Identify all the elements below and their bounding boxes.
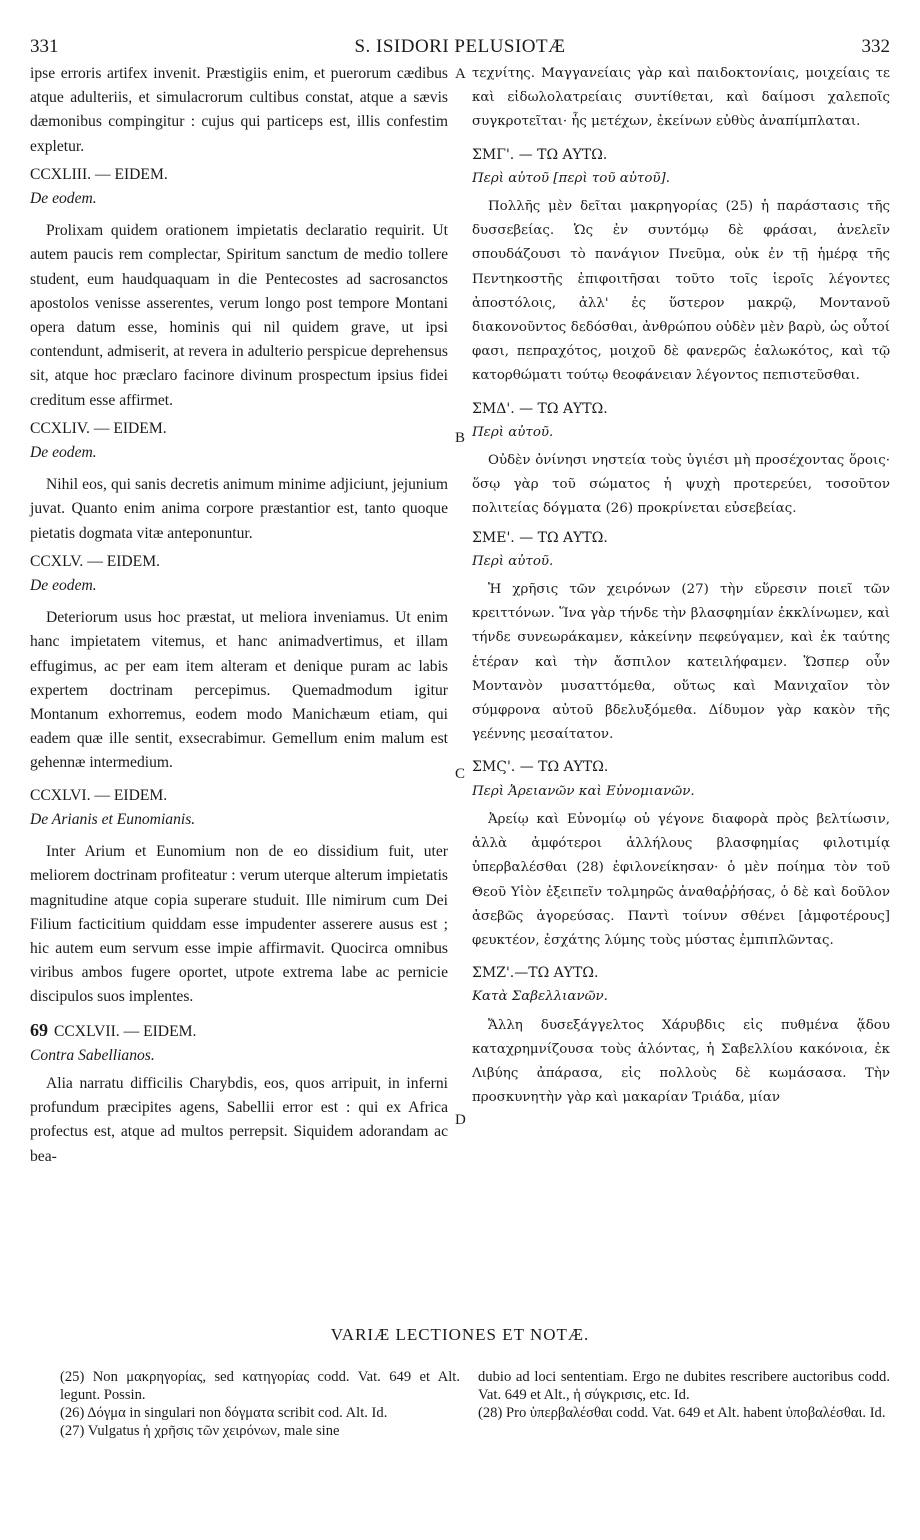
latin-subtitle-246: De Arianis et Eunomianis. xyxy=(30,810,196,828)
greek-subtitle-245: Περὶ αὐτοῦ. xyxy=(472,553,554,569)
running-head xyxy=(30,36,890,58)
latin-subtitle-243: De eodem. xyxy=(30,190,97,208)
note-28: (28) Pro ὑπερβαλέσθαι codd. Vat. 649 et Alt. habent ὑποβαλέσθαι. Id. xyxy=(478,1405,886,1421)
latin-text-247: Alia narratu difficilis Charybdis, eos, quos arripuit, in inferni profundum præcipites agens, Sabellii error est : qui ex Africa profectus est, atque ad multos perrepsit. Siquidem adorandam ac bea- xyxy=(30,1074,448,1165)
notes-left-column xyxy=(60,1368,460,1440)
latin-text-246: Inter Arium et Eunomium non de eo dissidium fuit, uter meliorem doctrinam profiteatur : verum uterque alterum impietatis magnitudine atque copia superare studuit. Ille nimirum cum Dei Filium facticitium quiddam esse impudenter asserere ausus est ; hic autem eum servum esse impie affirmavit. Quocirca omnibus viribus ambos fugere oportet, utpote extrema labe ac pernicie discipulos suos implentes. xyxy=(30,843,448,1006)
greek-heading-247: ΣΜΖ'.—ΤΩ ΑΥΤΩ. xyxy=(472,965,599,982)
margin-marker-b: B xyxy=(455,430,466,446)
greek-subtitle-247: Κατὰ Σαβελλιανῶν. xyxy=(472,989,608,1005)
note-26: (26) Δόγμα in singulari non δόγματα scribit cod. Alt. Id. xyxy=(60,1405,388,1421)
greek-heading-243: ΣΜΓ'. — ΤΩ ΑΥΤΩ. xyxy=(472,146,608,163)
greek-text-245: Ἡ χρῆσις τῶν χειρόνων (27) τὴν εὕρεσιν ποιεῖ τῶν κρειττόνων. Ἵνα γὰρ τήνδε τὴν βλασφημίαν ἐκκλίνωμεν, καὶ τήνδε συνεωράκαμεν, κἀκείνην πεφεύγαμεν, καὶ ἐκ ταύτης ἑτέραν καὶ τὴν ἄσπιλον κατειλήφαμεν. Ὥσπερ οὖν Μοντανὸν μυσαττόμεθα, οὕτως καὶ Μανιχαῖον τὸν σύμφρονα αὐτοῦ βδελυξόμεθα. Δίδυμον γὰρ κακὸν τῆς γεέννης μεσαίτατον. xyxy=(472,582,890,743)
greek-intro: τεχνίτης. Μαγγανείαις γὰρ καὶ παιδοκτονίαις, μοιχείαις τε καὶ εἰδωλολατρείαις συντίθεται, καὶ δαίμοσι χαλεποῖς συγκροτεῖται· ἧς μετέχων, ἐκείνων εὐθὺς ἀναπίμπλαται. xyxy=(472,66,890,130)
margin-marker-d: D xyxy=(455,1112,466,1128)
latin-column xyxy=(30,62,448,1169)
greek-text-243: Πολλῆς μὲν δεῖται μακρηγορίας (25) ἡ παράστασις τῆς δυσσεβείας. Ὡς ἐν συντόμῳ δὲ φράσαι, ἀνελεῖν σπουδάζουσι τὸ πανάγιον Πνεῦμα, οὐκ ἐν τῇ ἡμέρᾳ τῆς Πεντηκοστῆς ἐπιφοιτῆσαι τοῦτο τοῖς ἱεροῖς λέγοντες ἀποστόλοις, ἀλλ' ἐς ὕστερον μακρῷ, Μοντανοῦ διακονοῦντος δεδόσθαι, ἀνθρώπου οὐδὲν μὲν βαρὺ, ὡς οὗτοί φασι, πεπραχότος, μοιχοῦ δὲ φανερῶς ἑαλωκότος, καὶ τῷ κατορθώματι τούτῳ θεοφάνειαν λέγοντος πεπιστεῦσθαι. xyxy=(472,199,890,384)
latin-heading-247-wrap xyxy=(30,1018,448,1044)
latin-heading-244: CCXLIV. — EIDEM. xyxy=(30,419,167,437)
greek-heading-245: ΣΜΕ'. — ΤΩ ΑΥΤΩ. xyxy=(472,529,608,546)
page-number-right: 332 xyxy=(861,36,890,57)
latin-intro: ipse erroris artifex invenit. Præstigiis enim, et puerorum cædibus atque adulteriis, et simulacrorum cultibus constat, atque a sævis dæmonibus compingitur : cujus qui particeps est, illis confestim expletur. xyxy=(30,65,448,155)
greek-subtitle-244: Περὶ αὐτοῦ. xyxy=(472,424,554,440)
greek-text-244: Οὐδὲν ὀνίνησι νηστεία τοὺς ὑγιέσι μὴ προσέχοντας ὅροις· ὅσῳ γὰρ τοῦ σώματος ἡ ψυχὴ προτερεύει, τοσοῦτον πολιτείας δόγματα (26) προκρίνεται εὐσεβείας. xyxy=(472,453,890,517)
latin-heading-246: CCXLVI. — EIDEM. xyxy=(30,786,168,804)
greek-column xyxy=(472,62,890,1110)
latin-heading-245: CCXLV. — EIDEM. xyxy=(30,552,160,570)
greek-subtitle-246: Περὶ Ἀρειανῶν καὶ Εὐνομιανῶν. xyxy=(472,783,695,799)
latin-heading-243: CCXLIII. — EIDEM. xyxy=(30,165,168,183)
greek-heading-246: ΣΜϚ'. — ΤΩ ΑΥΤΩ. xyxy=(472,759,609,776)
greek-heading-244: ΣΜΔ'. — ΤΩ ΑΥΤΩ. xyxy=(472,400,608,417)
margin-page-mark: 69 xyxy=(30,1019,48,1040)
running-title: S. ISIDORI PELUSIOTÆ xyxy=(354,36,566,57)
greek-subtitle-243: Περὶ αὐτοῦ [περὶ τοῦ αὐτοῦ]. xyxy=(472,170,671,186)
greek-text-246: Ἀρείῳ καὶ Εὐνομίῳ οὐ γέγονε διαφορὰ πρὸς βελτίωσιν, ἀλλὰ ἀμφότεροι ἀλλήλους βλασφημίας φιλοτιμίᾳ ὑπερβαλέσθαι (28) ἐφιλονείκησαν· ὁ μὲν ποίημα τὸν τοῦ Θεοῦ Υἱὸν ἐξειπεῖν τολμηρῶς ἀναθαῤῥήσας, ὁ δὲ καὶ δοῦλον ἀσεβῶς ἀγορεύσας. Παντὶ τοίνυν σθένει [ἀμφοτέρους] φευκτέον, ἐσχάτης λύμης τοὺς μύστας ἐμπιπλῶντας. xyxy=(472,811,890,948)
note-25: (25) Non μακρηγορίας, sed κατηγορίας codd. Vat. 649 et Alt. legunt. Possin. xyxy=(60,1369,460,1403)
margin-marker-c: C xyxy=(455,766,466,782)
latin-subtitle-247: Contra Sabellianos. xyxy=(30,1046,155,1064)
latin-text-245: Deteriorum usus hoc præstat, ut meliora inveniamus. Ut enim hanc impietatem vitemus, et hanc animadvertimus, et illam effugimus, ac per eam item alteram et denique puram ac labis expertem doctrinam percepimus. Quemadmodum igitur Montanum exhorremus, eodem modo Manichæum etiam, qui eadem quæ ille sentit, exsecrabimur. Gemellum enim malum est gehennæ intermedium. xyxy=(30,609,448,772)
note-27-continued: dubio ad loci sententiam. Ergo ne dubites rescribere auctoribus codd. Vat. 649 et Alt., ἡ σύγκρισις, etc. Id. xyxy=(478,1369,890,1403)
margin-marker-a: A xyxy=(455,66,466,82)
latin-subtitle-245: De eodem. xyxy=(30,577,97,595)
latin-text-243: Prolixam quidem orationem impietatis declaratio requirit. Ut autem paucis rem complectar, Spiritum sanctum de medio tollere student, eum haudquaquam in die Pentecostes ad sacrosanctos apostolos venisse asserentes, verum longo post tempore Montani opera datum esse, hominis qui nil quidem grave, ut ipsi contendunt, admiserit, at revera in adulterio perspicue deprehensus sit, atque hoc præclaro facinore divinum prospectum ipsius fidei creditum esse affirmet. xyxy=(30,222,448,409)
page-number-left: 331 xyxy=(30,36,59,57)
latin-subtitle-244: De eodem. xyxy=(30,444,97,462)
notes-right-column xyxy=(478,1368,890,1422)
latin-heading-247: CCXLVII. — EIDEM. xyxy=(54,1022,197,1040)
greek-text-247: Ἄλλη δυσεξάγγελτος Χάρυβδις εἰς πυθμένα ᾅδου καταχρημνίζουσα τοὺς ἁλόντας, ἡ Σαβελλίου κακόνοια, ἐκ Λιβύης ἀπάρασα, εἰς πολλοὺς δὲ κωμάσασα. Τὴν προσκυνητὴν γὰρ καὶ μακαρίαν Τριάδα, μίαν xyxy=(472,1017,890,1106)
note-27: (27) Vulgatus ἡ χρῆσις τῶν χειρόνων, male sine xyxy=(60,1423,340,1439)
notes-title: VARIÆ LECTIONES ET NOTÆ. xyxy=(330,1325,590,1344)
latin-text-244: Nihil eos, qui sanis decretis animum minime adjiciunt, jejunium juvat. Quanto enim anima corpore præstantior est, tanto quoque pietatis dogmata vitæ anteponuntur. xyxy=(30,476,448,542)
